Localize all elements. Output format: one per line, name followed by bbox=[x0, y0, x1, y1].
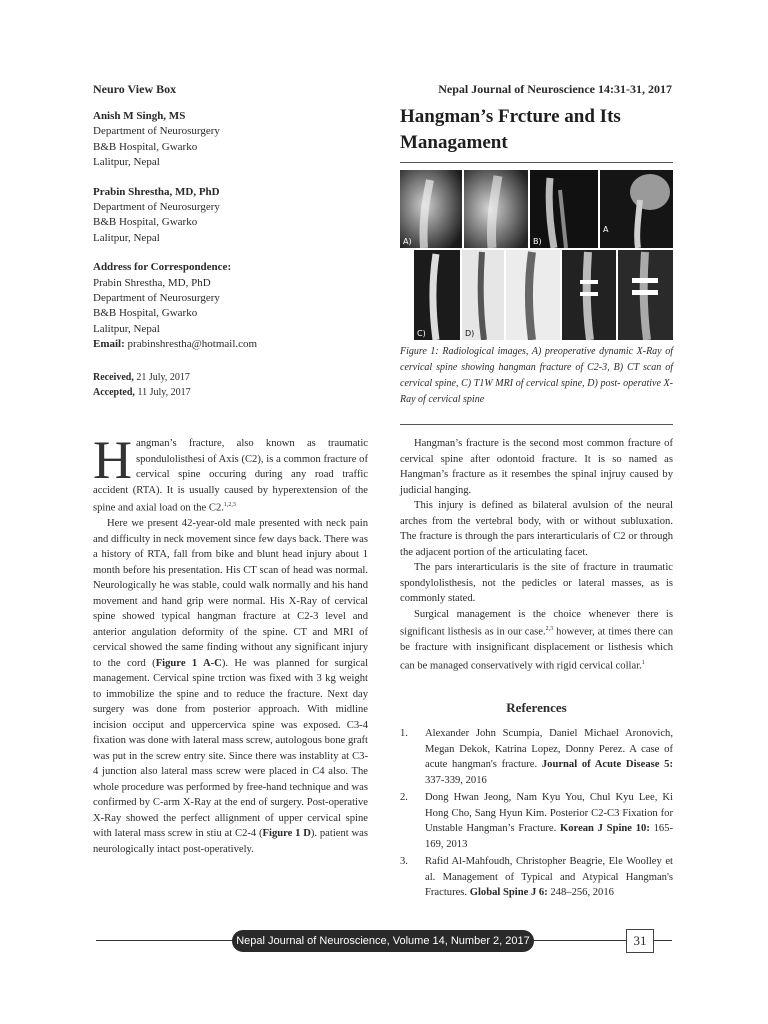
correspondence-line: Department of Neurosurgery bbox=[93, 292, 220, 305]
figure-panel-b bbox=[530, 170, 598, 248]
caption-divider bbox=[400, 424, 673, 425]
paragraph: The pars interarticularis is the site of fracture in traumatic spondylolisthesis, not the pedicles or lateral masses, as is commonly stated. bbox=[400, 562, 673, 604]
paragraph bbox=[93, 430, 368, 516]
paragraph: This injury is defined as bilateral avulsion of the neural arches from the vertebral body, with or without subluxation. The fracture is through the pars interarticularis of C2 or through the adjacent portion of the articulating facet. bbox=[400, 500, 673, 558]
reference-text bbox=[425, 790, 673, 852]
figure-panel-a bbox=[400, 170, 462, 248]
correspondence-line: B&B Hospital, Gwarko bbox=[93, 307, 198, 320]
reference-authors: Alexander John Scumpia, Daniel Michael Aronovich, Megan Dekok, Katrina Lopez, Donny Perez. A case of acute hangman's fracture. bbox=[425, 728, 673, 770]
figure-panel-d3 bbox=[618, 250, 673, 340]
reference-item bbox=[400, 726, 673, 788]
author-affiliation: B&B Hospital, Gwarko bbox=[93, 216, 198, 229]
figure-label-b: B) bbox=[533, 237, 542, 246]
correspondence-block bbox=[93, 260, 313, 352]
received-value: 21 July, 2017 bbox=[136, 372, 190, 383]
figure-caption: Figure 1: Radiological images, A) preoperative dynamic X-Ray of cervical spine showing hangman fracture of C2-3, B) CT scan of cervical spine, C) T1W MRI of cervical spine, D) post- operative X-Ray of cervical spine bbox=[400, 346, 673, 405]
reference-journal: Korean J Spine 10: bbox=[560, 823, 650, 834]
paragraph-text: however, at times there can be fracture with insignificant displacement or listhesis which can be managed conservatively with rigid cervical collar. bbox=[400, 626, 673, 672]
paragraph-text: ). He was planned for surgical management. Cervical spine trction was fixed with 3 kg weight to immobilize the spine and to reduce the fracture. Next day surgery was done from posterior approach. With midline incision occiput and uppercervica spine was exposed. C3-4 fixation was done with lateral mass screw, autologous bone graft was put in the screw entry site. Since there was instablity at C3-4 junction also lateral mass screw were placed in C4 also. The whole procedure was performed by free-hand technique and was confirmed by C-arm X-Ray at the end of surgery. Post-operative X-Ray showed the perfect allignment of upper cervical spine with lateral mass screw in stiu at C2-4 ( bbox=[93, 657, 369, 840]
reference-item bbox=[400, 790, 673, 852]
article-dates bbox=[93, 370, 191, 400]
accepted-label: Accepted, bbox=[93, 387, 135, 398]
reference-pages: 337-339, 2016 bbox=[425, 774, 487, 786]
section-label: Neuro View Box bbox=[93, 82, 177, 96]
figure-ref: Figure 1 D bbox=[262, 828, 311, 840]
figure-panel-c2 bbox=[462, 250, 504, 340]
figure-label-d: D) bbox=[465, 329, 475, 338]
correspondence-line: Lalitpur, Nepal bbox=[93, 322, 160, 335]
reference-number: 2. bbox=[400, 792, 408, 803]
paragraph-text: angman’s fracture, also known as traumatic spondulolisthesi of Axis (C2), is a common fracture of cervical spine occuring during any road traffic accident (RTA). It is usually caused by hyperextension of the spine and axial load on the C2. bbox=[93, 438, 368, 514]
references-list bbox=[400, 726, 673, 903]
figure-label-a-mri: A bbox=[603, 225, 609, 234]
footer-journal-banner: Nepal Journal of Neuroscience, Volume 14, Number 2, 2017 bbox=[232, 930, 534, 952]
reference-item bbox=[400, 854, 673, 901]
accepted-value: 11 July, 2017 bbox=[137, 387, 191, 398]
author-affiliation: Department of Neurosurgery bbox=[93, 125, 220, 138]
paragraph: Hangman’s fracture is the second most common fracture of cervical spine after odontoid fracture. It is so named as Hangman’s fracture as it resembes the spinal injruy caused by judicial hanging. bbox=[400, 438, 673, 496]
radiology-figure bbox=[400, 170, 673, 340]
received-date bbox=[93, 370, 191, 385]
figure-label-a: A) bbox=[403, 237, 412, 246]
drop-cap: H bbox=[93, 430, 132, 490]
page-number: 31 bbox=[626, 929, 654, 953]
reference-journal: Global Spine J 6: bbox=[469, 887, 548, 898]
figure-panel-mri bbox=[600, 170, 673, 248]
citation-sup: 1,2,3 bbox=[223, 502, 236, 508]
figure-panel-a2 bbox=[464, 170, 528, 248]
paragraph bbox=[93, 516, 368, 857]
correspondence-line: Prabin Shrestha, MD, PhD bbox=[93, 276, 211, 289]
article-title: Hangman’s Frcture and Its Managament bbox=[400, 106, 621, 153]
received-label: Received, bbox=[93, 372, 134, 383]
reference-pages: 248–256, 2016 bbox=[547, 887, 614, 898]
author-block bbox=[93, 109, 313, 353]
email-line bbox=[93, 337, 313, 352]
reference-journal: Journal of Acute Disease 5: bbox=[541, 759, 673, 770]
reference-text bbox=[425, 726, 673, 788]
paragraph-text: Here we present 42-year-old male presented with neck pain and difficulty in neck movement since few days back. There was a history of RTA, fall from bike and blunt head injury about 1 month before his presentation. His CT scan of head was normal. Neurologically he was stable, could walk normally and his hand movement and hand grip were normal. His X-Ray of cervical spine showed typical hangman fracture at C2-3 level and anterior angulation deformity of the spine. CT and MRI of cervical showed the same finding without any significant injury to the cord ( bbox=[93, 518, 368, 669]
author-affiliation: Department of Neurosurgery bbox=[93, 201, 220, 214]
email-label: Email: bbox=[93, 338, 125, 351]
figure-label-c: C) bbox=[417, 329, 426, 338]
figure-ref: Figure 1 A-C bbox=[155, 657, 222, 669]
figure-panel-c bbox=[414, 250, 460, 340]
author-name: Anish M Singh, MS bbox=[93, 110, 186, 122]
reference-number: 1. bbox=[400, 728, 408, 739]
paragraph-text: ). patient was neurologically intact post-operatively. bbox=[93, 828, 368, 855]
accepted-date bbox=[93, 385, 191, 400]
journal-citation: Nepal Journal of Neuroscience 14:31-31, 2017 bbox=[438, 82, 672, 96]
citation-sup: 1 bbox=[641, 659, 645, 666]
title-divider bbox=[400, 162, 673, 163]
body-column-left bbox=[93, 430, 369, 857]
reference-pages: 165-169, 2013 bbox=[425, 823, 673, 850]
paragraph-text: Surgical management is the choice whenever there is significant listhesis as in our case. bbox=[400, 608, 673, 638]
citation-sup: 2,3 bbox=[545, 626, 554, 632]
author-2 bbox=[93, 185, 313, 247]
author-1 bbox=[93, 109, 313, 171]
email-link[interactable]: prabinshrestha@hotmail.com bbox=[127, 338, 258, 351]
paragraph bbox=[400, 607, 673, 674]
author-affiliation: Lalitpur, Nepal bbox=[93, 231, 160, 244]
reference-number: 3. bbox=[400, 856, 408, 867]
references-heading: References bbox=[506, 700, 567, 715]
author-affiliation: B&B Hospital, Gwarko bbox=[93, 140, 198, 153]
body-column-right bbox=[400, 436, 673, 674]
correspondence-heading: Address for Correspondence: bbox=[93, 261, 232, 274]
author-name: Prabin Shrestha, MD, PhD bbox=[93, 185, 220, 198]
figure-panel-d1 bbox=[506, 250, 560, 340]
author-affiliation: Lalitpur, Nepal bbox=[93, 156, 160, 169]
reference-authors: Dong Hwan Jeong, Nam Kyu You, Chul Kyu Lee, Ki Hong Cho, Sang Hyun Kim. Posterior C2-C3 Fixation for Unstable Hangman’s Fracture. bbox=[425, 792, 673, 834]
reference-authors: Rafid Al-Mahfoudh, Christopher Beagrie, Ele Woolley et al. Management of Typical and Atypical Hangman's Fractures. bbox=[425, 856, 673, 898]
figure-panel-d2 bbox=[562, 250, 616, 340]
reference-text bbox=[425, 854, 673, 901]
